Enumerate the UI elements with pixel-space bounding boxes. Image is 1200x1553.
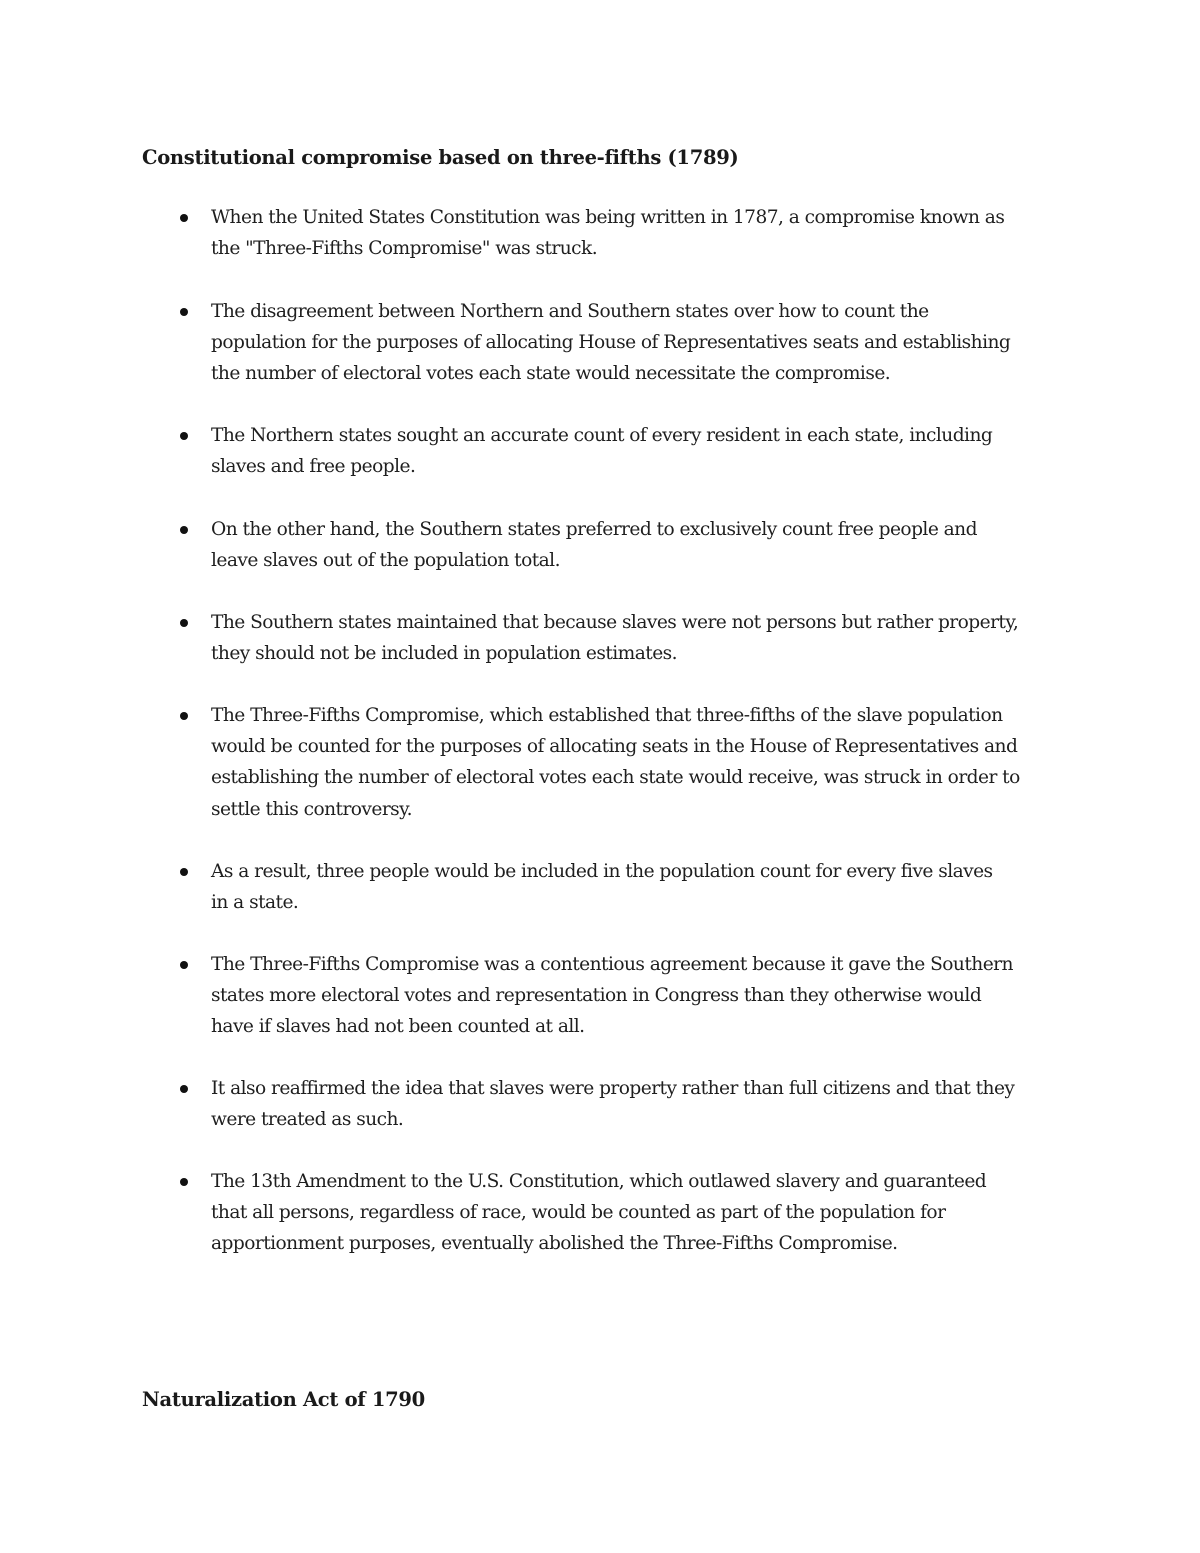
bullet-dot-icon <box>180 1085 188 1093</box>
bullet-text-line: leave slaves out of the population total. <box>211 550 560 572</box>
bullet-text-line: The Northern states sought an accurate count of every resident in each state, including <box>211 425 993 446</box>
bullet-dot-icon <box>180 214 188 222</box>
bullet-text-line: establishing the number of electoral votes each state would receive, was struck in order to <box>211 767 1020 789</box>
bullet-text-line: slaves and free people. <box>211 456 416 478</box>
bullet-text-line: were treated as such. <box>211 1109 404 1131</box>
list-item <box>211 514 1081 576</box>
bullet-text <box>211 607 1081 669</box>
bullet-text-line: On the other hand, the Southern states preferred to exclusively count free people and <box>211 519 977 540</box>
bullet-text <box>211 949 1081 1043</box>
bullet-dot-icon <box>180 308 188 316</box>
list-item <box>211 420 1081 482</box>
bullet-text-line: As a result, three people would be included in the population count for every five slaves <box>211 861 993 882</box>
bullet-text-line: they should not be included in population estimates. <box>211 643 678 665</box>
bullet-text <box>211 700 1081 825</box>
bullet-text-line: the number of electoral votes each state would necessitate the compromise. <box>211 363 891 385</box>
bullet-dot-icon <box>180 868 188 876</box>
bullet-text <box>211 1073 1081 1135</box>
list-item <box>211 607 1081 669</box>
bullet-text-line: population for the purposes of allocating House of Representatives seats and establishing <box>211 332 1011 354</box>
list-item <box>211 1073 1081 1135</box>
bullet-text-line: settle this controversy. <box>211 798 413 820</box>
bullet-text-line: When the United States Constitution was being written in 1787, a compromise known as <box>211 207 1005 228</box>
bullet-text-line: the "Three-Fifths Compromise" was struck. <box>211 238 598 260</box>
bullet-text <box>211 296 1081 390</box>
bullet-text-line: The 13th Amendment to the U.S. Constitution, which outlawed slavery and guaranteed <box>211 1171 987 1192</box>
bullet-text <box>211 202 1081 264</box>
bullet-text <box>211 1166 1081 1260</box>
bullet-text <box>211 420 1081 482</box>
section-heading-naturalization-act: Naturalization Act of 1790 <box>142 1388 425 1411</box>
bullet-dot-icon <box>180 961 188 969</box>
bullet-text-line: apportionment purposes, eventually abolished the Three-Fifths Compromise. <box>211 1233 898 1255</box>
bullet-text-line: states more electoral votes and representation in Congress than they otherwise would <box>211 985 982 1007</box>
bullet-dot-icon <box>180 619 188 627</box>
bullet-text-line: The Three-Fifths Compromise, which established that three-fifths of the slave population <box>211 705 1003 726</box>
bullet-text-line: in a state. <box>211 892 299 914</box>
list-item <box>211 296 1081 390</box>
list-item <box>211 856 1081 918</box>
section-heading-three-fifths: Constitutional compromise based on three-fifths (1789) <box>142 146 739 169</box>
list-item <box>211 949 1081 1043</box>
bullet-text-line: The disagreement between Northern and Southern states over how to count the <box>211 301 929 322</box>
bullet-dot-icon <box>180 526 188 534</box>
list-item <box>211 1166 1081 1260</box>
list-item <box>211 700 1081 825</box>
bullet-text <box>211 856 1081 918</box>
bullet-text-line: would be counted for the purposes of allocating seats in the House of Representatives and <box>211 736 1018 758</box>
bullet-text-line: The Three-Fifths Compromise was a contentious agreement because it gave the Southern <box>211 954 1013 975</box>
bullet-dot-icon <box>180 432 188 440</box>
bullet-text-line: that all persons, regardless of race, would be counted as part of the population for <box>211 1202 946 1224</box>
bullet-dot-icon <box>180 712 188 720</box>
bullet-text-line: have if slaves had not been counted at all. <box>211 1016 585 1038</box>
bullet-text-line: The Southern states maintained that because slaves were not persons but rather property, <box>211 612 1019 633</box>
list-item <box>211 202 1081 264</box>
bullet-text <box>211 514 1081 576</box>
bullet-dot-icon <box>180 1178 188 1186</box>
bullet-text-line: It also reaffirmed the idea that slaves were property rather than full citizens and that they <box>211 1078 1015 1099</box>
